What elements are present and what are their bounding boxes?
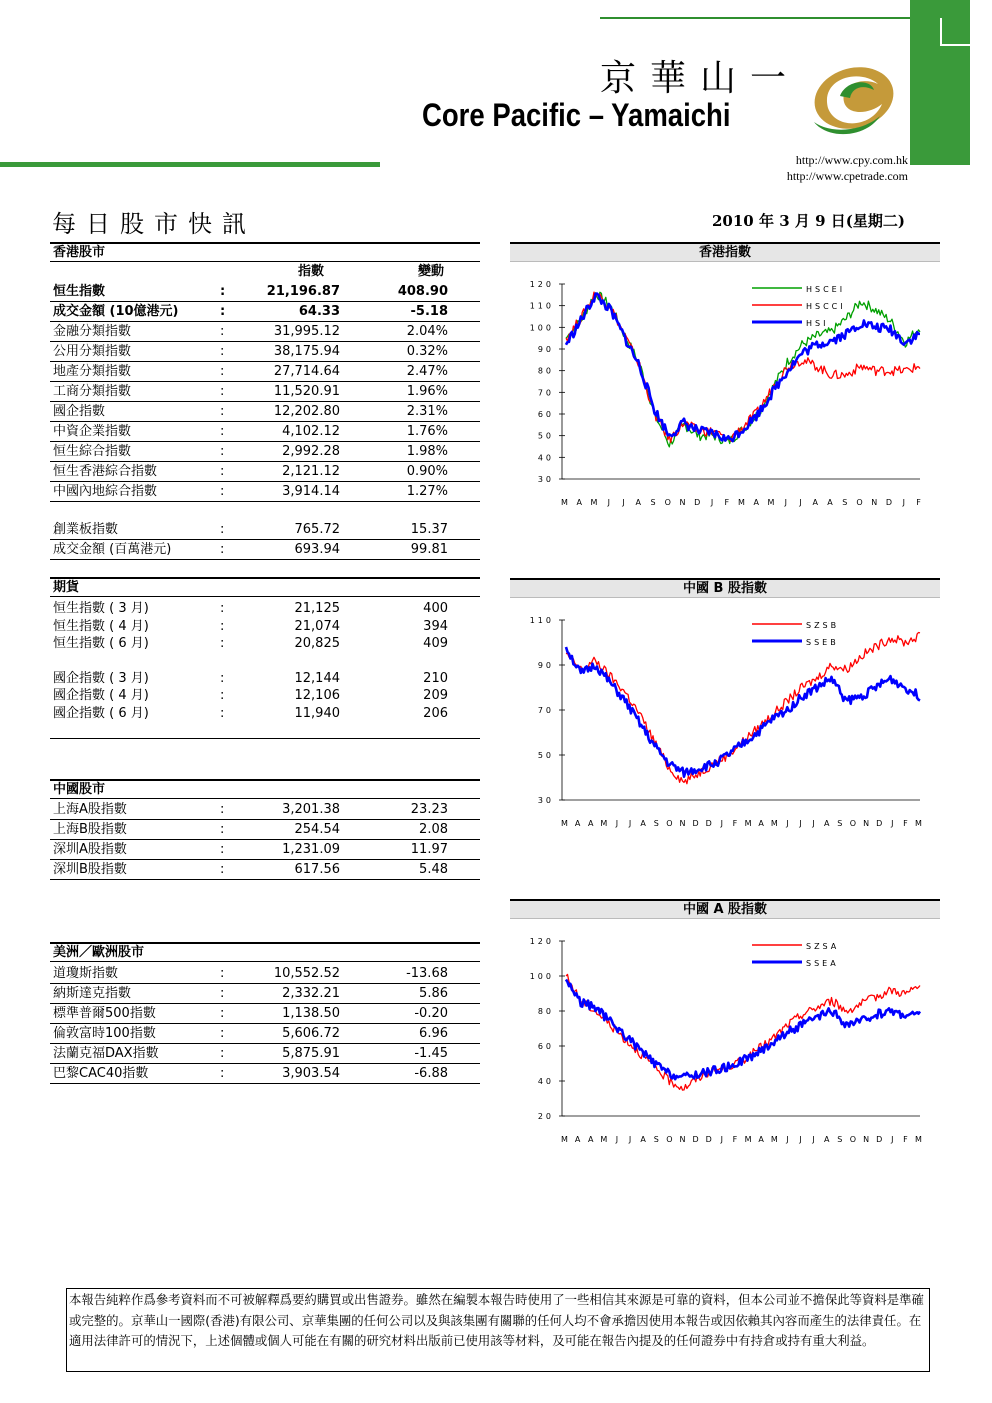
row-name: 國企指數 ( 4 月)	[53, 688, 149, 703]
hk-table	[50, 262, 480, 560]
section-hk-market: 香港股市	[50, 242, 480, 262]
row-name: 國企指數 ( 3 月)	[53, 670, 149, 686]
x-tick-label: M	[744, 819, 755, 828]
row-name: 標準普爾500指數	[53, 1006, 156, 1021]
table-row	[50, 402, 480, 422]
x-tick-label: M	[915, 819, 925, 828]
x-tick-label: M	[561, 819, 571, 828]
row-change: 408.90	[397, 284, 448, 299]
x-tick-label: J	[628, 1135, 635, 1144]
row-colon: :	[220, 364, 225, 379]
row-value: 21,196.87	[266, 284, 340, 299]
table-row	[50, 362, 480, 382]
china-table	[50, 800, 480, 880]
futures-bottom-rule	[50, 738, 480, 739]
row-value: 64.33	[298, 304, 340, 319]
row-name: 成交金額 (百萬港元)	[53, 542, 172, 557]
x-tick-label: F	[916, 498, 924, 507]
x-tick-label: M	[561, 1135, 571, 1144]
header-urls	[787, 152, 908, 184]
row-change: 400	[423, 601, 448, 616]
row-name: 工商分類指數	[53, 384, 132, 399]
row-change: 210	[423, 670, 448, 686]
x-tick-label: A	[587, 819, 597, 828]
row-name: 倫敦富時100指數	[53, 1026, 156, 1041]
legend-label: HSI	[806, 319, 829, 328]
row-value: 4,102.12	[282, 424, 340, 439]
row-colon: :	[220, 384, 225, 399]
x-tick-label: N	[679, 498, 689, 507]
x-tick-label: A	[640, 1135, 649, 1144]
x-tick-label: M	[744, 1135, 755, 1144]
x-tick-label: J	[615, 819, 622, 828]
x-tick-label: D	[885, 498, 896, 507]
table-row	[50, 635, 480, 653]
x-tick-label: A	[576, 498, 585, 507]
table-row	[50, 687, 480, 705]
x-tick-label: S	[842, 498, 851, 507]
row-colon: :	[220, 1006, 225, 1021]
row-change: 1.98%	[406, 444, 448, 459]
row-change: 0.32%	[406, 344, 448, 359]
x-tick-label: D	[876, 819, 886, 828]
row-change: 2.31%	[406, 404, 448, 419]
row-change: 5.86	[419, 986, 448, 1001]
row-change: 2.04%	[406, 324, 448, 339]
row-colon: :	[220, 1046, 225, 1061]
row-change: -1.45	[414, 1046, 448, 1061]
row-name: 國企指數	[53, 404, 106, 419]
x-tick-label: M	[561, 498, 571, 507]
row-name: 成交金額 (10億港元)	[53, 304, 179, 319]
x-tick-label: M	[590, 498, 601, 507]
row-colon: :	[220, 688, 225, 703]
row-name: 道瓊斯指數	[53, 966, 119, 981]
row-value: 5,875.91	[282, 1046, 340, 1061]
row-colon: :	[220, 822, 225, 837]
header-left-rule	[0, 162, 380, 167]
y-tick-label: 50	[537, 431, 554, 441]
y-tick-label: 30	[537, 475, 554, 484]
x-tick-label: J	[799, 1135, 805, 1144]
x-tick-label: S	[653, 819, 662, 828]
x-tick-label: J	[891, 1135, 897, 1144]
row-colon: :	[220, 284, 226, 299]
x-tick-label: A	[758, 819, 767, 828]
series-line-ssea	[566, 980, 920, 1080]
row-colon: :	[220, 444, 225, 459]
row-name: 巴黎CAC40指數	[53, 1066, 149, 1081]
row-colon: :	[220, 324, 225, 339]
row-change: 11.97	[410, 842, 448, 857]
x-tick-label: J	[799, 498, 805, 507]
y-tick-label: 110	[529, 301, 554, 311]
row-change: 206	[423, 705, 448, 721]
col-change-label: 變動	[417, 264, 444, 279]
section-china-market: 中國股市	[50, 779, 480, 799]
row-colon: :	[220, 1026, 225, 1041]
x-tick-label: M	[770, 819, 781, 828]
row-colon: :	[220, 705, 225, 721]
table-row	[50, 800, 480, 820]
row-change: 1.76%	[406, 424, 448, 439]
x-tick-label: J	[786, 1135, 792, 1144]
row-change: -5.18	[410, 304, 448, 319]
page-title: 每日股市快訊	[52, 210, 256, 238]
y-tick-label: 40	[537, 453, 554, 463]
table-row	[50, 964, 480, 984]
table-row	[50, 302, 480, 322]
row-colon: :	[220, 986, 225, 1001]
chart-hk-title: 香港指數	[510, 242, 940, 262]
x-tick-label: A	[812, 498, 821, 507]
row-change: 2.47%	[406, 364, 448, 379]
chart-hk-indices	[510, 270, 940, 520]
x-tick-label: M	[770, 1135, 781, 1144]
row-value: 20,825	[294, 636, 340, 651]
x-tick-label: A	[753, 498, 762, 507]
chart-china-a-shares	[510, 927, 940, 1152]
legend-label: SSEA	[806, 959, 839, 968]
row-value: 11,940	[294, 705, 340, 721]
row-name: 公用分類指數	[53, 344, 132, 359]
row-colon: :	[220, 344, 225, 359]
row-name: 中資企業指數	[53, 424, 132, 439]
row-name: 地產分類指數	[53, 364, 132, 379]
row-name: 上海A股指數	[53, 802, 127, 817]
x-tick-label: D	[705, 1135, 715, 1144]
company-logo-icon	[800, 58, 898, 140]
row-value: 1,231.09	[282, 842, 340, 857]
hk-table-header	[50, 262, 480, 282]
row-colon: :	[220, 304, 226, 319]
table-row	[50, 382, 480, 402]
row-value: 12,106	[294, 688, 340, 703]
table-row	[50, 1004, 480, 1024]
row-colon: :	[220, 542, 225, 557]
legend-label: SZSA	[806, 942, 840, 951]
x-tick-label: A	[758, 1135, 767, 1144]
row-value: 11,520.91	[273, 384, 340, 399]
x-tick-label: D	[692, 1135, 702, 1144]
row-colon: :	[220, 484, 225, 499]
series-line-szsa	[566, 974, 920, 1090]
x-tick-label: J	[720, 1135, 727, 1144]
chart-china-b-shares	[510, 606, 940, 831]
row-value: 254.54	[294, 822, 340, 837]
header-notch	[940, 18, 970, 46]
x-tick-label: A	[827, 498, 836, 507]
row-change: 209	[423, 688, 448, 703]
row-colon: :	[220, 802, 225, 817]
table-row	[50, 705, 480, 723]
y-tick-label: 80	[537, 366, 554, 376]
row-value: 2,121.12	[282, 464, 340, 479]
row-value: 21,074	[294, 618, 340, 634]
y-tick-label: 120	[529, 280, 554, 289]
x-tick-label: J	[607, 498, 613, 507]
legend-label: HSCCI	[806, 302, 846, 311]
row-name: 中國內地綜合指數	[53, 484, 158, 499]
x-tick-label: J	[784, 498, 790, 507]
row-value: 3,914.14	[282, 484, 340, 499]
series-line-sseb	[566, 647, 920, 777]
row-change: 1.27%	[406, 484, 448, 499]
section-us-eu-market: 美洲／歐洲股市	[50, 942, 480, 962]
row-value: 2,332.21	[282, 986, 340, 1001]
x-tick-label: O	[666, 1135, 676, 1144]
chart-chinaa-title: 中國 A 股指數	[510, 899, 940, 919]
y-tick-label: 90	[537, 345, 554, 354]
legend-label: SSEB	[806, 638, 839, 647]
x-tick-label: A	[635, 498, 644, 507]
row-name: 深圳B股指數	[53, 862, 127, 877]
x-tick-label: A	[574, 819, 584, 828]
x-tick-label: O	[856, 498, 866, 507]
table-row	[50, 342, 480, 362]
row-name: 恒生香港綜合指數	[53, 464, 158, 479]
x-tick-label: F	[732, 819, 741, 828]
x-tick-label: D	[694, 498, 704, 507]
row-colon: :	[220, 424, 225, 439]
futures-table	[50, 600, 480, 722]
x-tick-label: M	[738, 498, 748, 507]
row-change: 5.48	[419, 862, 448, 877]
x-tick-label: J	[799, 819, 805, 828]
x-tick-label: F	[903, 819, 911, 828]
table-row	[50, 520, 480, 540]
x-tick-label: D	[705, 819, 715, 828]
x-tick-label: O	[849, 1135, 860, 1144]
x-tick-label: J	[710, 498, 717, 507]
row-change: 2.08	[419, 822, 448, 837]
row-colon: :	[220, 601, 225, 616]
section-futures: 期貨	[50, 577, 480, 597]
y-tick-label: 100	[529, 972, 554, 981]
x-tick-label: J	[786, 819, 792, 828]
row-colon: :	[220, 842, 225, 857]
row-change: 0.90%	[406, 464, 448, 479]
row-colon: :	[220, 670, 225, 686]
x-tick-label: N	[679, 1135, 689, 1144]
legend-label: SZSB	[806, 621, 840, 630]
row-value: 765.72	[294, 522, 340, 537]
y-tick-label: 60	[537, 1042, 554, 1051]
table-row	[50, 1024, 480, 1044]
row-change: -13.68	[406, 966, 448, 981]
col-index-label: 指數	[297, 264, 324, 279]
legend-label: HSCEI	[806, 285, 846, 294]
row-value: 21,125	[294, 601, 340, 616]
row-name: 法蘭克福DAX指數	[53, 1046, 159, 1061]
x-tick-label: J	[812, 819, 818, 828]
y-tick-label: 40	[537, 1077, 554, 1086]
us-eu-table	[50, 964, 480, 1084]
brand-english-name: Core Pacific – Yamaichi	[422, 97, 731, 133]
series-line-szsb	[566, 633, 920, 784]
url-cpetrade[interactable]: http://www.cpetrade.com	[786, 169, 908, 183]
row-colon: :	[220, 464, 225, 479]
row-value: 617.56	[294, 862, 340, 877]
row-name: 深圳A股指數	[53, 842, 127, 857]
row-value: 3,201.38	[282, 802, 340, 817]
x-tick-label: N	[863, 819, 873, 828]
row-change: 409	[423, 636, 448, 651]
x-tick-label: A	[640, 819, 649, 828]
table-row	[50, 462, 480, 482]
row-value: 693.94	[294, 542, 340, 557]
y-tick-label: 80	[537, 1007, 554, 1016]
row-name: 上海B股指數	[53, 822, 127, 837]
x-tick-label: F	[732, 1135, 741, 1144]
y-tick-label: 120	[529, 937, 554, 946]
table-row	[50, 618, 480, 636]
table-row	[50, 600, 480, 618]
row-value: 38,175.94	[273, 344, 340, 359]
y-tick-label: 30	[537, 796, 554, 805]
x-tick-label: N	[863, 1135, 873, 1144]
table-row	[50, 860, 480, 880]
row-name: 恒生指數 ( 4 月)	[53, 618, 149, 634]
row-change: 394	[423, 618, 448, 634]
row-colon: :	[220, 522, 225, 537]
row-name: 金融分類指數	[53, 324, 132, 339]
x-tick-label: O	[849, 819, 860, 828]
header-green-block	[910, 0, 970, 165]
y-tick-label: 50	[537, 751, 554, 760]
row-value: 31,995.12	[273, 324, 340, 339]
x-tick-label: M	[600, 1135, 611, 1144]
y-tick-label: 90	[537, 661, 554, 670]
row-name: 恒生指數 ( 6 月)	[53, 636, 149, 651]
row-value: 10,552.52	[273, 966, 340, 981]
brand-chinese-name: 京華山一	[600, 58, 801, 99]
row-change: -6.88	[414, 1066, 448, 1081]
table-row	[50, 1044, 480, 1064]
y-tick-label: 20	[537, 1112, 554, 1121]
table-row	[50, 442, 480, 462]
x-tick-label: J	[628, 819, 635, 828]
row-name: 恒生綜合指數	[53, 444, 132, 459]
x-tick-label: F	[903, 1135, 911, 1144]
row-change: 23.23	[410, 802, 448, 817]
row-value: 1,138.50	[282, 1006, 340, 1021]
x-tick-label: O	[664, 498, 674, 507]
row-change: 99.81	[410, 542, 448, 557]
row-value: 2,992.28	[282, 444, 340, 459]
x-tick-label: A	[823, 1135, 833, 1144]
x-tick-label: S	[650, 498, 659, 507]
y-tick-label: 110	[529, 616, 554, 625]
disclaimer-box: 本報告純粹作爲參考資料而不可被解釋爲要約購買或出售證券。雖然在編製本報告時使用了一些相信其來源是可靠的資料，但本公司並不擔保此等資料是準確或完整的。京華山一國際(香港)有限公司、京華集團的任何公司以及與該集團有關聯的任何人均不會承擔因使用本報告或因依賴其內容而產生的法律責任。在適用法律許可的情況下，上述個體或個人可能在有關的研究材料出版前已使用該等材料，及可能在報告內提及的任何證券中有持倉或持有重大利益。	[66, 1288, 930, 1372]
row-value: 27,714.64	[273, 364, 340, 379]
x-tick-label: O	[666, 819, 676, 828]
y-tick-label: 60	[537, 410, 554, 419]
x-tick-label: A	[574, 1135, 584, 1144]
row-name: 恒生指數 ( 3 月)	[53, 601, 149, 616]
x-tick-label: A	[823, 819, 833, 828]
table-row	[50, 1064, 480, 1084]
row-value: 3,903.54	[282, 1066, 340, 1081]
url-cpy[interactable]: http://www.cpy.com.hk	[795, 153, 908, 167]
row-change: -0.20	[414, 1006, 448, 1021]
x-tick-label: J	[622, 498, 628, 507]
row-name: 國企指數 ( 6 月)	[53, 705, 149, 721]
row-value: 5,606.72	[282, 1026, 340, 1041]
table-row	[50, 670, 480, 688]
table-row	[50, 282, 480, 302]
row-name: 恒生指數	[53, 284, 106, 299]
row-name: 納斯達克指數	[53, 986, 132, 1001]
row-colon: :	[220, 404, 225, 419]
row-value: 12,202.80	[273, 404, 340, 419]
y-tick-label: 70	[537, 388, 554, 398]
x-tick-label: M	[600, 819, 611, 828]
row-value: 12,144	[294, 670, 340, 686]
x-tick-label: S	[837, 1135, 846, 1144]
y-tick-label: 70	[537, 706, 554, 715]
x-tick-label: J	[615, 1135, 622, 1144]
x-tick-label: F	[724, 498, 733, 507]
x-tick-label: J	[720, 819, 727, 828]
x-tick-label: A	[587, 1135, 597, 1144]
series-line-hscci	[566, 292, 920, 442]
x-tick-label: J	[902, 498, 908, 507]
table-row	[50, 820, 480, 840]
x-tick-label: N	[871, 498, 881, 507]
header-top-rule	[600, 17, 910, 19]
report-date: 2010 年 3 月 9 日(星期二)	[712, 212, 905, 230]
series-line-hscei	[566, 292, 920, 447]
x-tick-label: D	[692, 819, 702, 828]
x-tick-label: J	[891, 819, 897, 828]
x-tick-label: D	[876, 1135, 886, 1144]
row-colon: :	[220, 618, 225, 634]
table-row	[50, 840, 480, 860]
x-tick-label: N	[679, 819, 689, 828]
row-colon: :	[220, 862, 225, 877]
x-tick-label: S	[837, 819, 846, 828]
row-colon: :	[220, 636, 225, 651]
x-tick-label: J	[812, 1135, 818, 1144]
row-change: 1.96%	[406, 384, 448, 399]
row-change: 6.96	[419, 1026, 448, 1041]
x-tick-label: M	[915, 1135, 925, 1144]
x-tick-label: M	[767, 498, 778, 507]
table-row	[50, 984, 480, 1004]
row-colon: :	[220, 1066, 225, 1081]
table-row	[50, 482, 480, 502]
chart-chinab-title: 中國 B 股指數	[510, 578, 940, 598]
table-row	[50, 422, 480, 442]
x-tick-label: S	[653, 1135, 662, 1144]
row-colon: :	[220, 966, 225, 981]
table-row	[50, 540, 480, 560]
table-row	[50, 322, 480, 342]
y-tick-label: 100	[529, 323, 554, 333]
row-change: 15.37	[410, 522, 448, 537]
row-name: 創業板指數	[53, 522, 119, 537]
